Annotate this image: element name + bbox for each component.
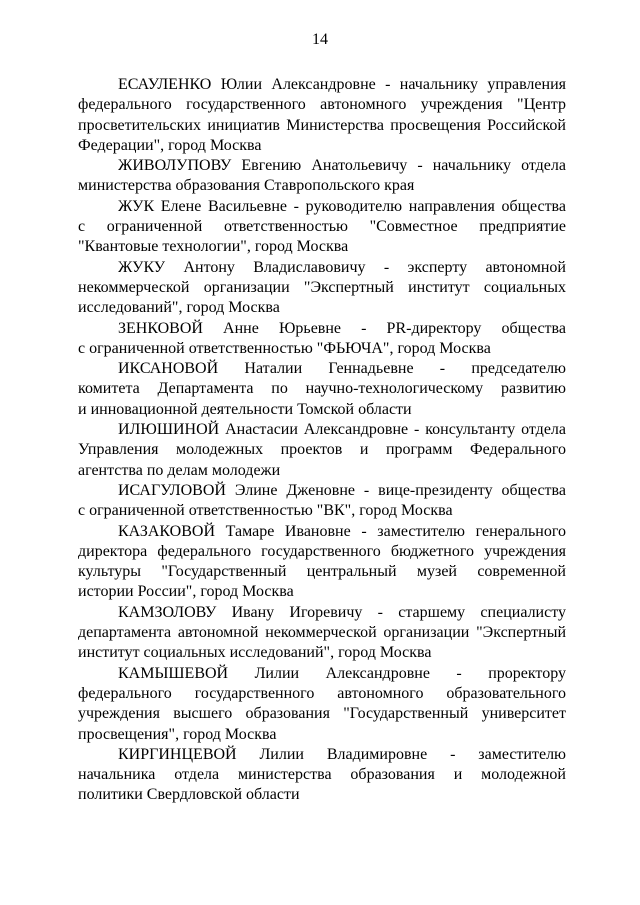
entry-line: ЕСАУЛЕНКО Юлии Александровне - начальнику управления — [118, 76, 566, 93]
entry-line: ИСАГУЛОВОЙ Элине Дженовне - вице-президенту общества — [118, 481, 566, 499]
entry-line: КАМЗОЛОВУ Ивану Игоревичу - старшему специалисту — [118, 603, 566, 621]
entry-line: ИЛЮШИНОЙ Анастасии Александровне - консультанту отдела — [118, 421, 566, 439]
entry-line: с ограниченной ответственностью "ФЬЮЧА", город Москва — [78, 339, 491, 357]
entry-line: институт социальных исследований", город Москва — [78, 644, 432, 662]
entry-line: директора федерального государственного бюджетного учреждения — [78, 542, 566, 560]
entry-line: истории России", город Москва — [78, 583, 294, 601]
entry-line: КИРГИНЦЕВОЙ Лилии Владимировне - заместителю — [118, 745, 566, 763]
entry-line: министерства образования Ставропольского края — [78, 177, 415, 195]
list-item — [78, 522, 566, 603]
entry-line: некоммерческой организации "Экспертный институт социальных — [78, 278, 566, 296]
entry-line: с ограниченной ответственностью "Совместное предприятие — [78, 218, 566, 236]
list-item — [78, 75, 566, 156]
entry-line: федерального государственного автономного образовательного — [78, 684, 566, 702]
entry-line: ЖУКУ Антону Владиславовичу - эксперту автономной — [118, 258, 566, 276]
entry-line: департамента автономной некоммерческой организации "Экспертный — [78, 624, 566, 642]
list-item — [78, 359, 566, 420]
entry-line: комитета Департамента по научно-технологическому развитию — [78, 380, 566, 398]
list-item — [78, 156, 566, 197]
entry-line: КАЗАКОВОЙ Тамаре Ивановне - заместителю генерального — [118, 522, 566, 540]
entry-line: исследований", город Москва — [78, 299, 280, 317]
list-item — [78, 664, 566, 745]
list-item — [78, 745, 566, 806]
list-item — [78, 603, 566, 664]
page-number: 14 — [312, 31, 328, 48]
entry-line: ЖИВОЛУПОВУ Евгению Анатольевичу - начальнику отдела — [118, 157, 566, 175]
list-item — [78, 197, 566, 258]
list-item — [78, 319, 566, 360]
entry-line: просветительских инициатив Министерства просвещения Российской — [78, 116, 566, 134]
entry-line: Федерации", город Москва — [78, 136, 262, 154]
entry-line: политики Свердловской области — [78, 786, 300, 804]
entry-line: ЗЕНКОВОЙ Анне Юрьевне - PR-директору общества — [118, 319, 566, 337]
entry-line: начальника отдела министерства образования и молодежной — [78, 766, 566, 784]
entry-line: ИКСАНОВОЙ Наталии Геннадьевне - председателю — [118, 360, 566, 378]
entry-line: агентства по делам молодежи — [78, 461, 281, 479]
entry-line: "Квантовые технологии", город Москва — [78, 238, 349, 256]
list-item — [78, 258, 566, 319]
entry-line: с ограниченной ответственностью "ВК", город Москва — [78, 502, 453, 520]
list-item — [78, 481, 566, 522]
entry-line: Управления молодежных проектов и программ Федерального — [78, 441, 566, 459]
entry-line: КАМЫШЕВОЙ Лилии Александровне - проректору — [118, 664, 566, 682]
list-item — [78, 420, 566, 481]
entry-line: просвещения", город Москва — [78, 725, 277, 743]
entry-line: учреждения высшего образования "Государственный университет — [78, 705, 566, 723]
entry-line: и инновационной деятельности Томской области — [78, 400, 412, 418]
award-list — [78, 75, 566, 806]
entry-line: федерального государственного автономного учреждения "Центр — [78, 96, 566, 114]
entry-line: культуры "Государственный центральный музей современной — [78, 563, 566, 581]
entry-line: ЖУК Елене Васильевне - руководителю направления общества — [118, 197, 566, 215]
